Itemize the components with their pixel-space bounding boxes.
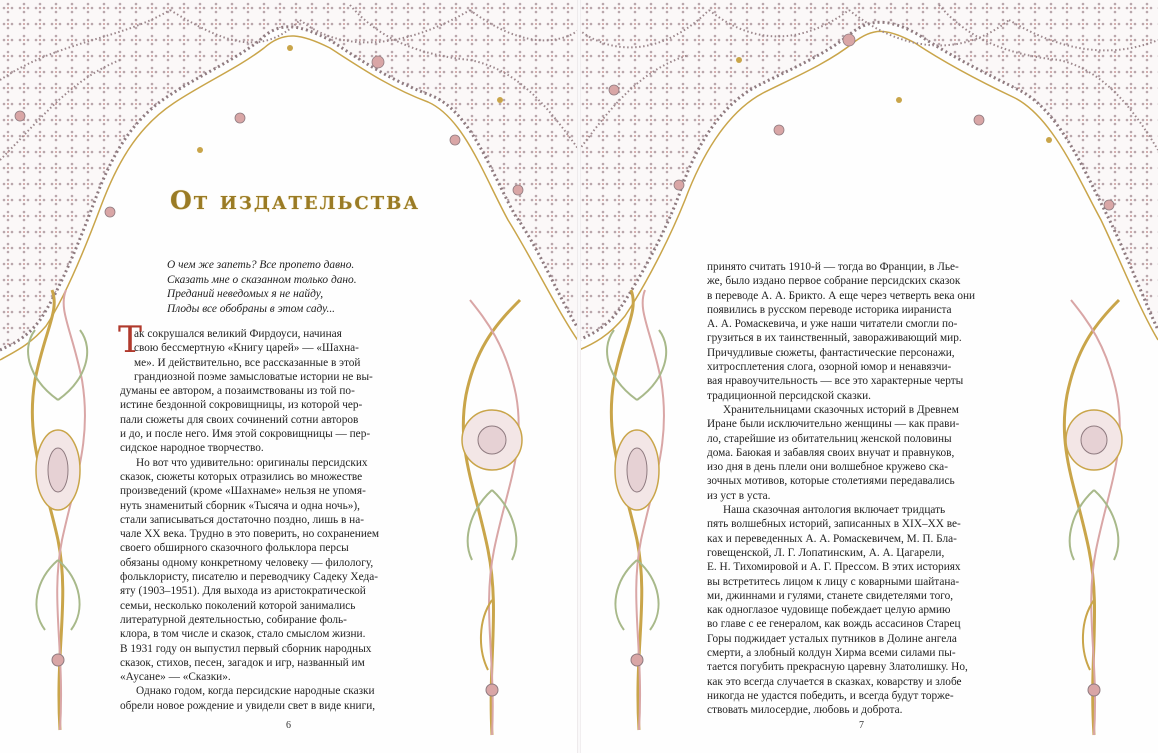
text-line: появились в русском переводе историка иираниста [707, 303, 952, 316]
text-line: яту (1903–1951). Для выхода из аристократической [120, 585, 366, 598]
left-vine-ornament [28, 290, 87, 730]
text-line: вы встретитесь лицом к лицу с коварными шайтана- [707, 575, 960, 588]
text-line: никогда не удастся победить, и всегда будут торже- [707, 689, 954, 702]
text-line: зочных мотивов, которые столетиями передавались [707, 475, 955, 488]
text-line: во главе с ее генералом, как вождь ассасинов Старец [707, 618, 961, 631]
text-line: «Аусане» — «Сказки». [120, 671, 231, 684]
text-line: дома. Баюкая и забавляя своих внучат и правнуков, [707, 446, 955, 459]
text-line: фольклористу, писателю и переводчику Садеку Хеда- [120, 571, 378, 584]
text-line: грандиозной поэме замысловатые истории не вы- [134, 370, 373, 383]
epigraph-line: Преданий неведомых я не найду, [167, 288, 324, 300]
text-line: как одноглазое чудовище побеждает целую армию [707, 604, 951, 617]
text-line: же, было издано первое собрание персидских сказок [707, 275, 961, 288]
text-line: из уст в уста. [707, 489, 771, 502]
text-line: Но вот что удивительно: оригиналы персидских [136, 456, 368, 469]
text-line: А. А. Ромаскевича, и уже наши читатели смогли по- [707, 318, 958, 331]
text-line: говещенской, Л. Г. Лопатинским, А. А. Цагарели, [707, 546, 945, 559]
text-line: Наша сказочная антология включает тридцать [723, 504, 946, 517]
text-line: ках и переведенных А. А. Ромаскевичем, М. П. Бла- [707, 532, 957, 545]
right-vine-ornament [1064, 300, 1122, 735]
text-line: обязаны одному конкретному человеку — филологу, [120, 556, 374, 569]
epigraph-line: Сказать мне о сказанном только дано. [167, 273, 357, 286]
text-line: Иране были исключительно женщины — как прави- [707, 418, 960, 431]
text-line: В 1931 году он выпустил первый сборник народных [120, 642, 372, 655]
epigraph [167, 258, 447, 316]
right-vine-ornament [462, 300, 522, 735]
text-line: Е. Н. Тихомировой и А. Г. Прессом. В этих историях [707, 561, 961, 574]
text-line: пали сюжеты для своих сочинений сотни авторов [120, 413, 359, 426]
text-line: семьи, несколько поколений которой занимались [120, 599, 356, 612]
text-line: ак сокрушался великий Фирдоуси, начиная [134, 328, 342, 340]
text-line: сказок, стихов, песен, загадок и игр, названный им [120, 656, 365, 669]
text-line: чале XX века. Трудно в это поверить, но сохранением [120, 528, 380, 541]
text-line: и до, и после него. Имя этой сокровищницы — пер- [120, 428, 371, 441]
left-body-text [120, 327, 448, 713]
text-line: традиционной персидской сказки. [707, 389, 872, 402]
text-line: обрели новое рождение и увидели свет в виде книги, [120, 699, 376, 712]
text-line: литературной деятельностью, собирание фоль- [120, 613, 347, 626]
text-line: изо дня в день плели они волшебное кружево ска- [707, 461, 948, 474]
text-line: ми, джиннами и гулями, станете свидетелями того, [707, 589, 954, 602]
text-line: ме». И действительно, все рассказанные в этой [134, 356, 361, 369]
text-line: грузиться в их таинственный, завораживающий мир. [707, 332, 962, 345]
text-line: сидское народное творчество. [120, 442, 264, 455]
text-line: стали записываться достаточно поздно, лишь в на- [120, 513, 364, 526]
text-line: Однако годом, когда персидские народные сказки [136, 685, 375, 698]
text-line: своего обширного сказочного фольклора персы [120, 542, 349, 555]
text-line: свою бессмертную «Книгу царей» — «Шахна- [134, 342, 359, 355]
text-line: сказок, сюжеты которых отразились во множестве [120, 470, 363, 483]
epigraph-line: Плоды все обобраны в этом саду... [167, 302, 336, 315]
text-line: Хранительницами сказочных историй в Древнем [723, 403, 959, 416]
text-line: тается погубить прекрасную царевну Златолишку. Но, [707, 661, 968, 674]
text-line: нуть знаменитый сборник «Тысяча и одна ночь»), [120, 499, 360, 512]
left-vine-ornament [607, 290, 666, 730]
text-line: хитросплетения слога, озорной юмор и ненавязчи- [707, 361, 952, 374]
text-line: клора, в том числе и сказок, стало смыслом жизни. [120, 628, 366, 641]
text-line: в переводе А. А. Брикто. А еще через четверть века они [707, 289, 976, 302]
drop-cap: Т [118, 320, 143, 361]
right-page [579, 0, 1158, 753]
epigraph-line: О чем же запеть? Все пропето давно. [167, 259, 355, 271]
text-line: смерти, а злобный колдун Хирма всеми силами пы- [707, 647, 956, 660]
text-line: Горы поджидает усталых путников в Долине ангела [707, 632, 957, 645]
page-number: 7 [859, 720, 864, 731]
text-line: ствовать милосердие, любовь и доброта. [707, 704, 903, 717]
text-line: истине бездонной сокровищницы, из которой чер- [120, 399, 363, 412]
text-line: как это всегда случается в сказках, коварству и злобе [707, 675, 962, 688]
text-line: думаны ее автором, а позаимствованы из той по- [120, 385, 355, 398]
page-number: 6 [286, 720, 291, 731]
text-line: произведений (кроме «Шахнаме» нельзя не упомя- [120, 485, 366, 498]
right-body-text [707, 260, 1037, 718]
text-line: пять волшебных историй, записанных в XIX–XX ве- [707, 518, 961, 531]
chapter-heading: От издательства [170, 186, 421, 215]
text-line: ло, старейшие из обитательниц женской половины [707, 432, 952, 445]
book-gutter [577, 0, 581, 753]
text-line: Причудливые сюжеты, фантастические персонажи, [707, 346, 955, 359]
text-line: принято считать 1910-й — тогда во Франции, в Лье- [707, 261, 959, 273]
text-line: вая нравоучительность — все это характерные черты [707, 375, 964, 388]
